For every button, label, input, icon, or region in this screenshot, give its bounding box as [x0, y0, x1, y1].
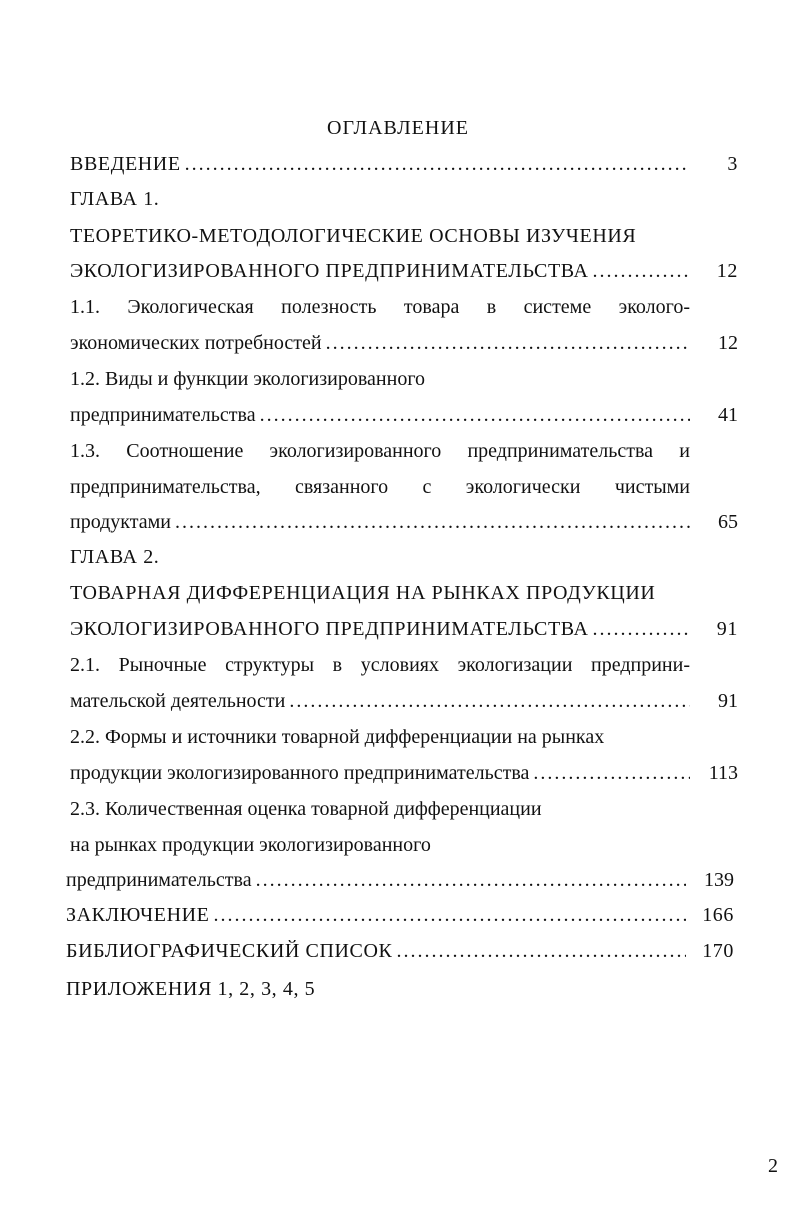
toc-entry — [70, 650, 690, 680]
toc-entry-page: 166 — [702, 904, 734, 926]
toc-entry-text: ЭКОЛОГИЗИРОВАННОГО ПРЕДПРИНИМАТЕЛЬСТВА — [70, 618, 589, 640]
toc-heading-text: ОГЛАВЛЕНИЕ — [327, 117, 469, 139]
dot-leader — [256, 865, 686, 895]
toc-entry-text: ТЕОРЕТИКО-МЕТОДОЛОГИЧЕСКИЕ ОСНОВЫ ИЗУЧЕНИЯ — [70, 225, 637, 247]
toc-entry — [70, 292, 690, 322]
toc-entry-page: 12 — [718, 332, 738, 354]
toc-entry-text: БИБЛИОГРАФИЧЕСКИЙ СПИСОК — [66, 940, 393, 962]
toc-entry — [70, 221, 710, 251]
toc-entry-text: предпринимательства — [66, 869, 252, 891]
toc-entry — [70, 472, 690, 502]
page-number: 2 — [768, 1155, 778, 1177]
dot-leader — [396, 936, 686, 966]
toc-entry — [70, 542, 710, 572]
toc-entry-text: на рынках продукции экологизированного — [70, 834, 431, 856]
toc-entry — [70, 686, 738, 716]
toc-entry-text: 1.2. Виды и функции экологизированного — [70, 368, 426, 390]
toc-entry — [70, 758, 738, 788]
toc-entry-page: 65 — [718, 511, 738, 533]
toc-entry — [70, 400, 738, 430]
toc-entry-text: ТОВАРНАЯ ДИФФЕРЕНЦИАЦИЯ НА РЫНКАХ ПРОДУКЦИИ — [70, 582, 656, 604]
toc-entry — [70, 256, 738, 286]
toc-entry-text: ГЛАВА 2. — [70, 546, 160, 568]
toc-entry — [70, 794, 710, 824]
toc-entry — [66, 974, 706, 1004]
toc-entry-text: ПРИЛОЖЕНИЯ 1, 2, 3, 4, 5 — [66, 978, 316, 1000]
toc-entry-text: продуктами — [70, 511, 171, 533]
toc-entry-text: ГЛАВА 1. — [70, 188, 160, 210]
toc-heading — [0, 113, 796, 143]
toc-entry — [66, 900, 734, 930]
dot-leader — [326, 328, 690, 358]
dot-leader — [213, 900, 686, 930]
toc-entry — [70, 184, 710, 214]
toc-entry-text: 1.1. Экологическая полезность товара в системе эколого- — [70, 296, 690, 318]
dot-leader — [185, 149, 690, 179]
dot-leader — [175, 507, 690, 537]
toc-entry-text: 2.1. Рыночные структуры в условиях экологизации предприни- — [70, 654, 690, 676]
toc-entry-page: 91 — [716, 618, 738, 640]
toc-entry-text: 2.3. Количественная оценка товарной дифференциации — [70, 798, 542, 820]
toc-entry-text: мательской деятельности — [70, 690, 286, 712]
toc-entry-page: 91 — [718, 690, 738, 712]
toc-entry — [70, 328, 738, 358]
toc-entry — [70, 149, 738, 179]
toc-entry-text: ЗАКЛЮЧЕНИЕ — [66, 904, 210, 926]
toc-entry-text: предпринимательства, связанного с экологически чистыми — [70, 476, 690, 498]
toc-entry — [66, 865, 734, 895]
toc-entry — [70, 830, 710, 860]
toc-entry-text: 1.3. Соотношение экологизированного предпринимательства и — [70, 440, 690, 462]
toc-entry — [70, 614, 738, 644]
toc-entry-page: 170 — [702, 940, 734, 962]
toc-entry-page: 12 — [716, 260, 738, 282]
toc-entry-page: 41 — [718, 404, 738, 426]
dot-leader — [593, 256, 690, 286]
toc-entry — [70, 578, 710, 608]
toc-entry-text: предпринимательства — [70, 404, 256, 426]
toc-entry — [66, 936, 734, 966]
toc-entry-text: 2.2. Формы и источники товарной дифференциации на рынках — [70, 726, 605, 748]
toc-entry — [70, 722, 710, 752]
toc-entry-page: 3 — [727, 153, 738, 175]
dot-leader — [533, 758, 690, 788]
toc-entry — [70, 436, 690, 466]
toc-entry-text: экономических потребностей — [70, 332, 322, 354]
toc-entry-text: ЭКОЛОГИЗИРОВАННОГО ПРЕДПРИНИМАТЕЛЬСТВА — [70, 260, 589, 282]
toc-entry-text: продукции экологизированного предпринимательства — [70, 762, 530, 784]
dot-leader — [260, 400, 690, 430]
dot-leader — [593, 614, 690, 644]
toc-entry — [70, 507, 738, 537]
toc-entry-page: 139 — [704, 869, 734, 891]
toc-entry — [70, 364, 710, 394]
toc-entry-text: ВВЕДЕНИЕ — [70, 153, 181, 175]
dot-leader — [289, 686, 690, 716]
toc-entry-page: 113 — [708, 762, 738, 784]
